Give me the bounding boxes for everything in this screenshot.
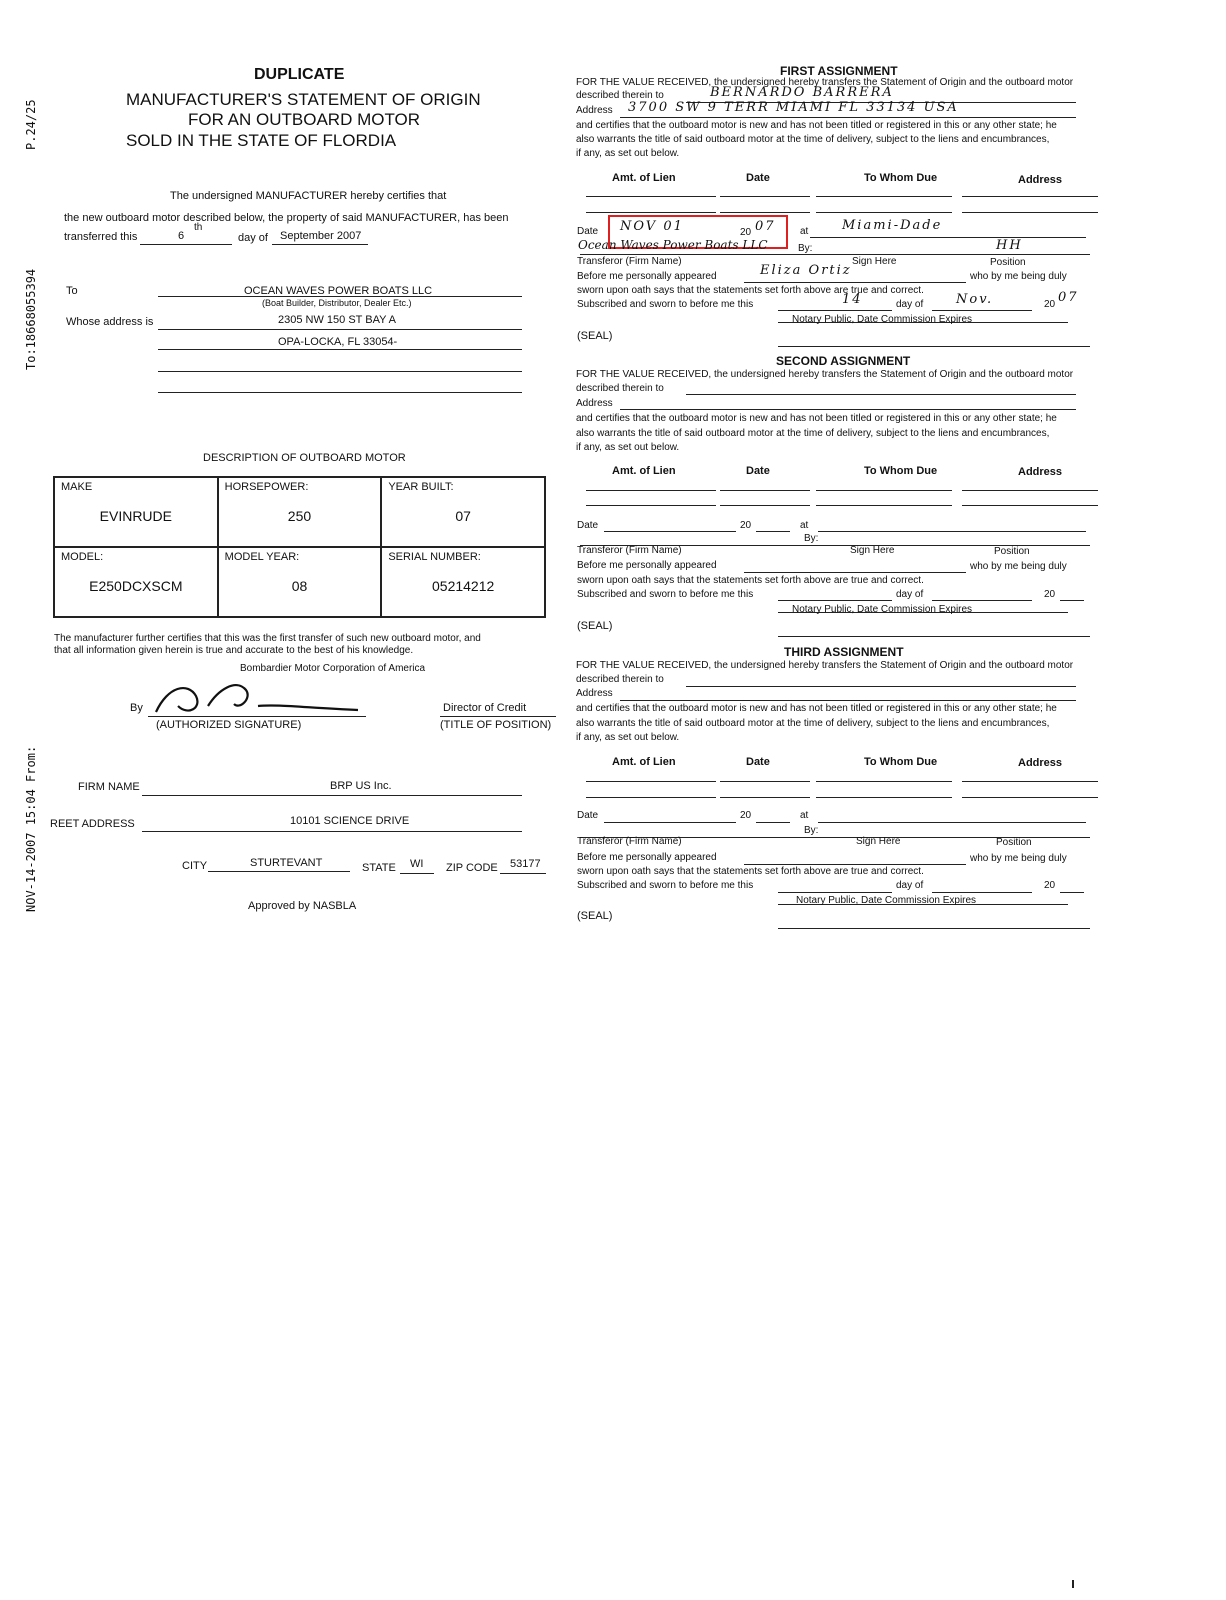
city-label: CITY xyxy=(182,860,208,872)
footer-cert-line-2: that all information given herein is true and accurate to the best of his knowledge. xyxy=(54,645,414,656)
first-p3: also warrants the title of said outboard motor at the time of delivery, subject to the liens and encumbrances, xyxy=(576,134,1050,145)
make-label: MAKE xyxy=(61,481,93,493)
transferred-label: transferred this xyxy=(64,231,138,243)
fax-to-number: To:18668055394 xyxy=(24,268,38,370)
second-date-label: Date xyxy=(577,520,599,531)
first-date-value: NOV 01 xyxy=(620,219,684,234)
third-duly-label: who by me being duly xyxy=(970,853,1067,864)
third-transferor-label: Transferor (Firm Name) xyxy=(577,836,682,847)
transfer-day: 6 xyxy=(178,230,185,242)
second-col-address: Address xyxy=(1018,466,1063,478)
third-col-whom: To Whom Due xyxy=(864,756,938,768)
make-value: EVINRUDE xyxy=(99,508,172,524)
day-of-label: day of xyxy=(238,232,268,244)
transfer-day-suffix: th xyxy=(194,222,203,233)
second-position-label: Position xyxy=(994,546,1030,557)
second-year-prefix: 20 xyxy=(740,520,752,531)
first-col-date: Date xyxy=(746,172,770,184)
approved-label: Approved by NASBLA xyxy=(248,900,357,912)
street-address-value: 10101 SCIENCE DRIVE xyxy=(290,815,410,827)
year-built-value: 07 xyxy=(455,508,471,524)
city-value: STURTEVANT xyxy=(250,857,323,869)
serial-cell xyxy=(381,547,545,617)
first-assignment-title: FIRST ASSIGNMENT xyxy=(780,64,898,78)
horsepower-label: HORSEPOWER: xyxy=(224,481,309,493)
third-year-prefix: 20 xyxy=(740,810,752,821)
third-p1: FOR THE VALUE RECEIVED, the undersigned hereby transfers the Statement of Origin and the outboard motor xyxy=(576,660,1074,671)
footer-cert-line-1: The manufacturer further certifies that this was the first transfer of such new outboard motor, and xyxy=(54,633,481,644)
first-duly-label: who by me being duly xyxy=(970,271,1067,282)
first-position-label: Position xyxy=(990,257,1026,268)
title-line-2: FOR AN OUTBOARD MOTOR xyxy=(188,110,421,129)
first-p1: FOR THE VALUE RECEIVED, the undersigned hereby transfers the Statement of Origin and the outboard motor xyxy=(576,77,1074,88)
description-table xyxy=(53,476,546,618)
address-label: Whose address is xyxy=(66,316,154,328)
title-line-3: SOLD IN THE STATE OF FLORDIA xyxy=(126,131,397,150)
year-built-label: YEAR BUILT: xyxy=(388,481,454,493)
company-name: Bombardier Motor Corporation of America xyxy=(240,663,426,674)
second-p3: also warrants the title of said outboard motor at the time of delivery, subject to the liens and encumbrances, xyxy=(576,428,1050,439)
third-by-label: By: xyxy=(804,825,819,836)
second-described-label: described therein to xyxy=(576,383,664,394)
first-p4: if any, as set out below. xyxy=(576,148,680,159)
transfer-month-year: September 2007 xyxy=(280,230,362,242)
first-described-value: BERNARDO BARRERA xyxy=(710,85,894,100)
third-date-label: Date xyxy=(577,810,599,821)
by-label: By xyxy=(130,702,143,714)
title-value: Director of Credit xyxy=(443,702,527,714)
first-col-whom: To Whom Due xyxy=(864,172,938,184)
second-col-date: Date xyxy=(746,465,770,477)
second-sworn-text: sworn upon oath says that the statements set forth above are true and correct. xyxy=(577,575,924,586)
first-transferor-label: Transferor (Firm Name) xyxy=(577,256,682,267)
model-year-label: MODEL YEAR: xyxy=(224,551,300,563)
third-sign-here-label: Sign Here xyxy=(856,836,901,847)
zip-label: ZIP CODE xyxy=(446,862,498,874)
first-sign-here-label: Sign Here xyxy=(852,256,897,267)
to-label: To xyxy=(66,285,78,297)
first-sig-value: HH xyxy=(996,238,1023,253)
first-p2: and certifies that the outboard motor is new and has not been titled or registered in this or any other state; he xyxy=(576,120,1057,131)
first-at-label: at xyxy=(800,226,809,237)
street-address-label: REET ADDRESS xyxy=(50,818,135,830)
address-line-1: 2305 NW 150 ST BAY A xyxy=(278,314,397,326)
address-line-2: OPA-LOCKA, FL 33054- xyxy=(278,336,398,348)
state-label: STATE xyxy=(362,862,396,874)
zip-value: 53177 xyxy=(510,858,541,870)
year-built-cell xyxy=(381,477,545,547)
second-by-label: By: xyxy=(804,533,819,544)
duplicate-label: DUPLICATE xyxy=(254,66,345,83)
fax-date-from: NOV-14-2007 15:04 From: xyxy=(24,745,38,912)
to-sub-label: (Boat Builder, Distributor, Dealer Etc.) xyxy=(262,298,412,308)
first-col-lien: Amt. of Lien xyxy=(612,172,676,184)
second-appeared-label: Before me personally appeared xyxy=(577,560,717,571)
second-p4: if any, as set out below. xyxy=(576,442,680,453)
to-name: OCEAN WAVES POWER BOATS LLC xyxy=(244,285,433,297)
cert-line-2: the new outboard motor described below, the property of said MANUFACTURER, has been xyxy=(64,212,509,224)
first-described-label: described therein to xyxy=(576,90,664,101)
first-notary-label: Notary Public, Date Commission Expires xyxy=(792,314,973,325)
first-at-value: Miami-Dade xyxy=(842,218,943,233)
third-day-of-label: day of xyxy=(896,880,924,891)
first-appeared-value: Eliza Ortiz xyxy=(760,263,852,278)
second-duly-label: who by me being duly xyxy=(970,561,1067,572)
first-sub-month: Nov. xyxy=(956,292,994,307)
serial-value: 05214212 xyxy=(432,578,495,594)
third-p2: and certifies that the outboard motor is new and has not been titled or registered in this or any other state; he xyxy=(576,703,1057,714)
third-notary-label: Notary Public, Date Commission Expires xyxy=(796,895,977,906)
third-col-date: Date xyxy=(746,756,770,768)
fax-page-number: P.24/25 xyxy=(24,99,38,150)
first-address-value: 3700 SW 9 TERR MIAMI FL 33134 USA xyxy=(628,100,959,115)
horsepower-cell xyxy=(218,477,382,547)
first-sub-year-prefix: 20 xyxy=(1044,299,1056,310)
third-col-lien: Amt. of Lien xyxy=(612,756,676,768)
first-col-address: Address xyxy=(1018,174,1063,186)
third-at-label: at xyxy=(800,810,809,821)
first-by-label: By: xyxy=(798,243,813,254)
first-firm-value: Ocean Waves Power Boats LLC xyxy=(578,238,768,252)
serial-label: SERIAL NUMBER: xyxy=(388,551,481,563)
authorized-signature-label: (AUTHORIZED SIGNATURE) xyxy=(156,719,302,731)
authorized-signature-icon xyxy=(148,676,368,720)
second-day-of-label: day of xyxy=(896,589,924,600)
second-assignment-title: SECOND ASSIGNMENT xyxy=(776,354,911,368)
first-sworn-text: sworn upon oath says that the statements set forth above are true and correct. xyxy=(577,285,924,296)
model-value: E250DCXSCM xyxy=(89,578,183,594)
model-cell xyxy=(54,547,218,617)
first-date-label: Date xyxy=(577,226,599,237)
second-p1: FOR THE VALUE RECEIVED, the undersigned hereby transfers the Statement of Origin and the outboard motor xyxy=(576,369,1074,380)
second-seal-label: (SEAL) xyxy=(577,620,613,632)
third-address-label: Address xyxy=(576,688,613,699)
model-label: MODEL: xyxy=(61,551,104,563)
third-position-label: Position xyxy=(996,837,1032,848)
first-seal-label: (SEAL) xyxy=(577,330,613,342)
page-mark xyxy=(1072,1580,1074,1588)
third-seal-label: (SEAL) xyxy=(577,910,613,922)
first-appeared-label: Before me personally appeared xyxy=(577,271,717,282)
third-sworn-text: sworn upon oath says that the statements set forth above are true and correct. xyxy=(577,866,924,877)
second-subscribed-label: Subscribed and sworn to before me this xyxy=(577,589,754,600)
first-sub-day: 14 xyxy=(842,292,863,307)
third-assignment-title: THIRD ASSIGNMENT xyxy=(784,645,904,659)
second-sub-year-prefix: 20 xyxy=(1044,589,1056,600)
second-notary-label: Notary Public, Date Commission Expires xyxy=(792,604,973,615)
first-subscribed-label: Subscribed and sworn to before me this xyxy=(577,299,754,310)
third-appeared-label: Before me personally appeared xyxy=(577,852,717,863)
first-year-prefix: 20 xyxy=(740,227,752,238)
first-year-value: 07 xyxy=(755,219,776,234)
second-sign-here-label: Sign Here xyxy=(850,545,895,556)
model-year-cell xyxy=(218,547,382,617)
first-address-label: Address xyxy=(576,105,613,116)
make-cell xyxy=(54,477,218,547)
second-p2: and certifies that the outboard motor is new and has not been titled or registered in this or any other state; he xyxy=(576,413,1057,424)
horsepower-value: 250 xyxy=(287,508,312,524)
description-title: DESCRIPTION OF OUTBOARD MOTOR xyxy=(203,452,406,464)
third-sub-year-prefix: 20 xyxy=(1044,880,1056,891)
third-subscribed-label: Subscribed and sworn to before me this xyxy=(577,880,754,891)
firm-name-value: BRP US Inc. xyxy=(330,780,392,792)
title-line-1: MANUFACTURER'S STATEMENT OF ORIGIN xyxy=(126,90,481,109)
state-value: WI xyxy=(410,858,424,870)
third-p4: if any, as set out below. xyxy=(576,732,680,743)
second-address-label: Address xyxy=(576,398,613,409)
second-transferor-label: Transferor (Firm Name) xyxy=(577,545,682,556)
firm-name-label: FIRM NAME xyxy=(78,781,140,793)
third-described-label: described therein to xyxy=(576,674,664,685)
title-of-position-label: (TITLE OF POSITION) xyxy=(440,719,552,731)
third-col-address: Address xyxy=(1018,757,1063,769)
third-p3: also warrants the title of said outboard motor at the time of delivery, subject to the liens and encumbrances, xyxy=(576,718,1050,729)
model-year-value: 08 xyxy=(291,578,308,594)
first-sub-year: 07 xyxy=(1058,290,1079,305)
cert-intro: The undersigned MANUFACTURER hereby certifies that xyxy=(170,190,447,202)
second-at-label: at xyxy=(800,520,809,531)
first-day-of-label: day of xyxy=(896,299,924,310)
second-col-lien: Amt. of Lien xyxy=(612,465,676,477)
second-col-whom: To Whom Due xyxy=(864,465,938,477)
